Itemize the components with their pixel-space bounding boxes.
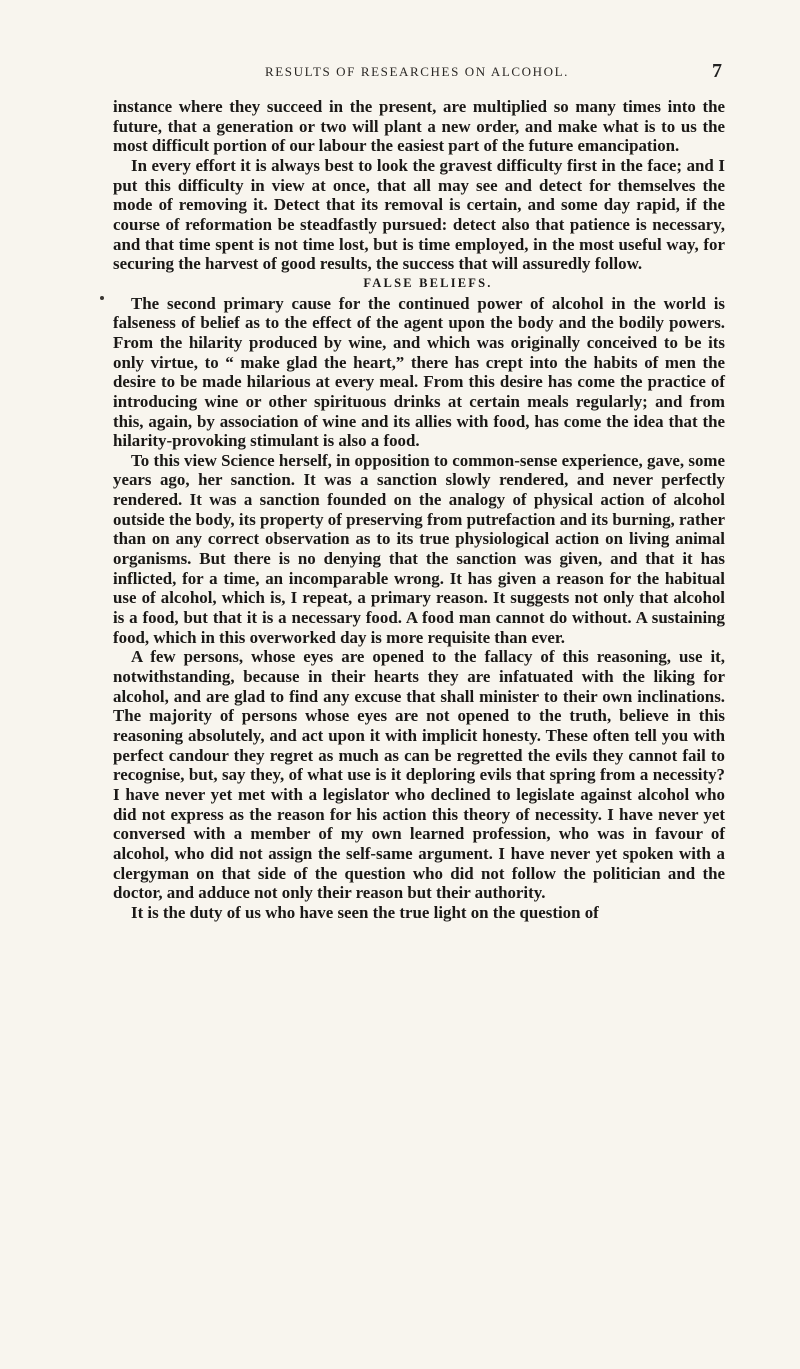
running-head <box>112 60 722 82</box>
running-title: RESULTS OF RESEARCHES ON ALCOHOL. <box>264 64 570 79</box>
paragraph: To this view Science herself, in opposition to common-sense experience, gave, some years ago, her sanction. It was a sanction slowly rendered, and never perfectly rendered. It was a sanction founded on the analogy of physical action of alcohol outside the body, its property of preserving from putrefaction and its burning, rather than on any correct observation as to its true physiological action on living animal organisms. But there is no denying that the sanction was given, and that it has inflicted, for a time, an incomparable wrong. It has given a reason for the habitual use of alcohol, which is, I repeat, a primary reason. It suggests not only that alcohol is a food, but that it is a necessary food. A food man cannot do without. A sustaining food, which in this overworked day is more requisite than ever. <box>113 450 725 647</box>
margin-mark <box>100 296 104 300</box>
body-text <box>113 97 725 923</box>
paragraph: A few persons, whose eyes are opened to the fallacy of this reasoning, use it, notwithstanding, because in their hearts they are infatuated with the liking for alcohol, and are glad to find any excuse that shall minister to their own inclinations. The majority of persons whose eyes are not opened to the truth, believe in this reasoning absolutely, and act upon it with implicit honesty. These often tell you with perfect candour they regret as much as can be regretted the evils they cannot fail to recognise, but, say they, of what use is it deploring evils that spring from a necessity? I have never yet met with a legislator who declined to legislate against alcohol who did not express as the reason for his action this theory of necessity. I have never yet conversed with a member of my own learned profession, who was in favour of alcohol, who did not assign the self-same argument. I have never yet spoken with a clergyman on that side of the question who did not follow the politician and the doctor, and adduce not only their reason but their authority. <box>113 647 725 903</box>
paragraph: The second primary cause for the continued power of alcohol in the world is falseness of belief as to the effect of the agent upon the body and the bodily powers. From the hilarity produced by wine, and which was originally conceived to be its only virtue, to “ make glad the heart,” there has crept into the habits of men the desire to be made hilarious at every meal. From this desire has come the practice of introducing wine or other spirituous drinks at certain meals regularly; and from this, again, by association of wine and its allies with food, has come the idea that the hilarity-provoking stimulant is also a food. <box>113 293 725 451</box>
paragraph-continuation: instance where they succeed in the present, are multiplied so many times into the future, that a generation or two will plant a new order, and make what is to us the most difficult portion of our labour the easiest part of the future emancipation. <box>113 97 725 156</box>
page-number: 7 <box>712 60 722 82</box>
paragraph: In every effort it is always best to look the gravest difficulty first in the face; and I put this difficulty in view at once, that all may see and detect for themselves the mode of removing it. Detect that its removal is certain, and some day rapid, if the course of reformation be steadfastly pursued: detect also that patience is necessary, and that time spent is not time lost, but is time employed, in the most useful way, for securing the harvest of good results, the success that will assuredly follow. <box>113 155 725 274</box>
paragraph: It is the duty of us who have seen the true light on the question of <box>131 902 599 922</box>
section-heading: FALSE BELIEFS. <box>363 275 493 290</box>
